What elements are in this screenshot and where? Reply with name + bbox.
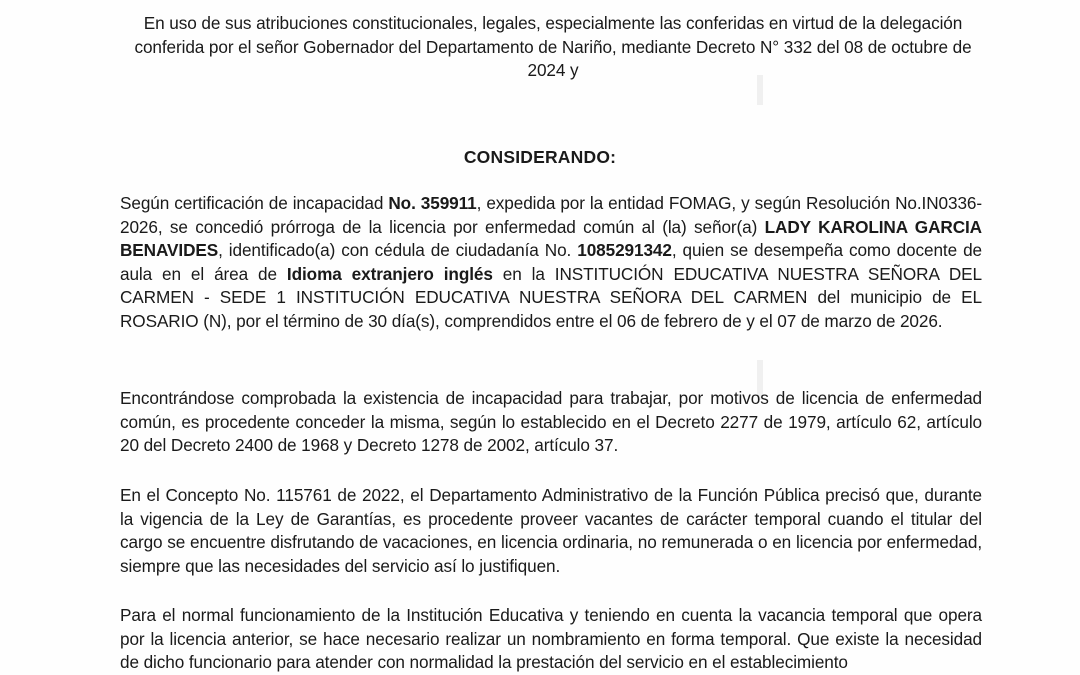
paragraph-concepto: En el Concepto No. 115761 de 2022, el Departamento Administrativo de la Función Pública precisó que, durante la vigencia de la Ley de Garantías, es procedente proveer vacantes de carácter temporal cuando el titular del cargo se encuentre disfrutando de vacaciones, en licencia ordinaria, no remunerada o en licencia por enfermedad, siempre que las necesidades del servicio así lo justifiquen.: [120, 485, 982, 576]
paragraph-incapacity-certification: [120, 192, 982, 334]
p1-text-1: Según certificación de incapacidad: [120, 193, 389, 213]
paragraph-temporary-appointment: Para el normal funcionamiento de la Institución Educativa y teniendo en cuenta la vacancia temporal que opera por la licencia anterior, se hace necesario realizar un nombramiento en forma temporal. Que existe la necesidad de dicho funcionario para atender con normalidad la prestación del servicio en el establecimiento: [120, 605, 982, 673]
p1-text-4: , quien se desempeña como docente de aula en el área de: [120, 240, 982, 284]
section-heading: CONSIDERANDO:: [463, 147, 617, 167]
p1-text-5: en la INSTITUCIÓN EDUCATIVA NUESTRA SEÑORA DEL CARMEN - SEDE 1 INSTITUCIÓN EDUCATIVA NUESTRA SEÑORA DEL CARMEN del municipio de EL ROSARIO (N), por el término de 30 día(s), comprendidos entre el 06 de febrero de y el 07 de marzo de 2026.: [120, 263, 982, 331]
paragraph-legal-basis: Encontrándose comprobada la existencia de incapacidad para trabajar, por motivos de licencia de enfermedad común, es procedente conceder la misma, según lo establecido en el Decreto 2277 de 1979, artículo 62, artículo 20 del Decreto 2400 de 1968 y Decreto 1278 de 2002, artículo 37.: [120, 388, 982, 456]
certificate-number: No. 359911: [388, 193, 477, 213]
intro-paragraph: En uso de sus atribuciones constitucionales, legales, especialmente las conferidas en virtud de la delegación conferida por el señor Gobernador del Departamento de Nariño, mediante Decreto N° 332 del 08 de octubre de 2024 y: [134, 13, 972, 81]
p1-text-3: , identificado(a) con cédula de ciudadanía No.: [218, 240, 578, 261]
cedula-number: 1085291342: [577, 240, 672, 261]
teaching-area: Idioma extranjero inglés: [286, 263, 493, 284]
teacher-name: LADY KAROLINA GARCIA BENAVIDES: [120, 216, 982, 261]
p1-text-2: , expedida por la entidad FOMAG, y según Resolución No.IN0336-2026, se concedió prórroga de la licencia por enfermedad común al (la) señor(a): [120, 193, 982, 237]
